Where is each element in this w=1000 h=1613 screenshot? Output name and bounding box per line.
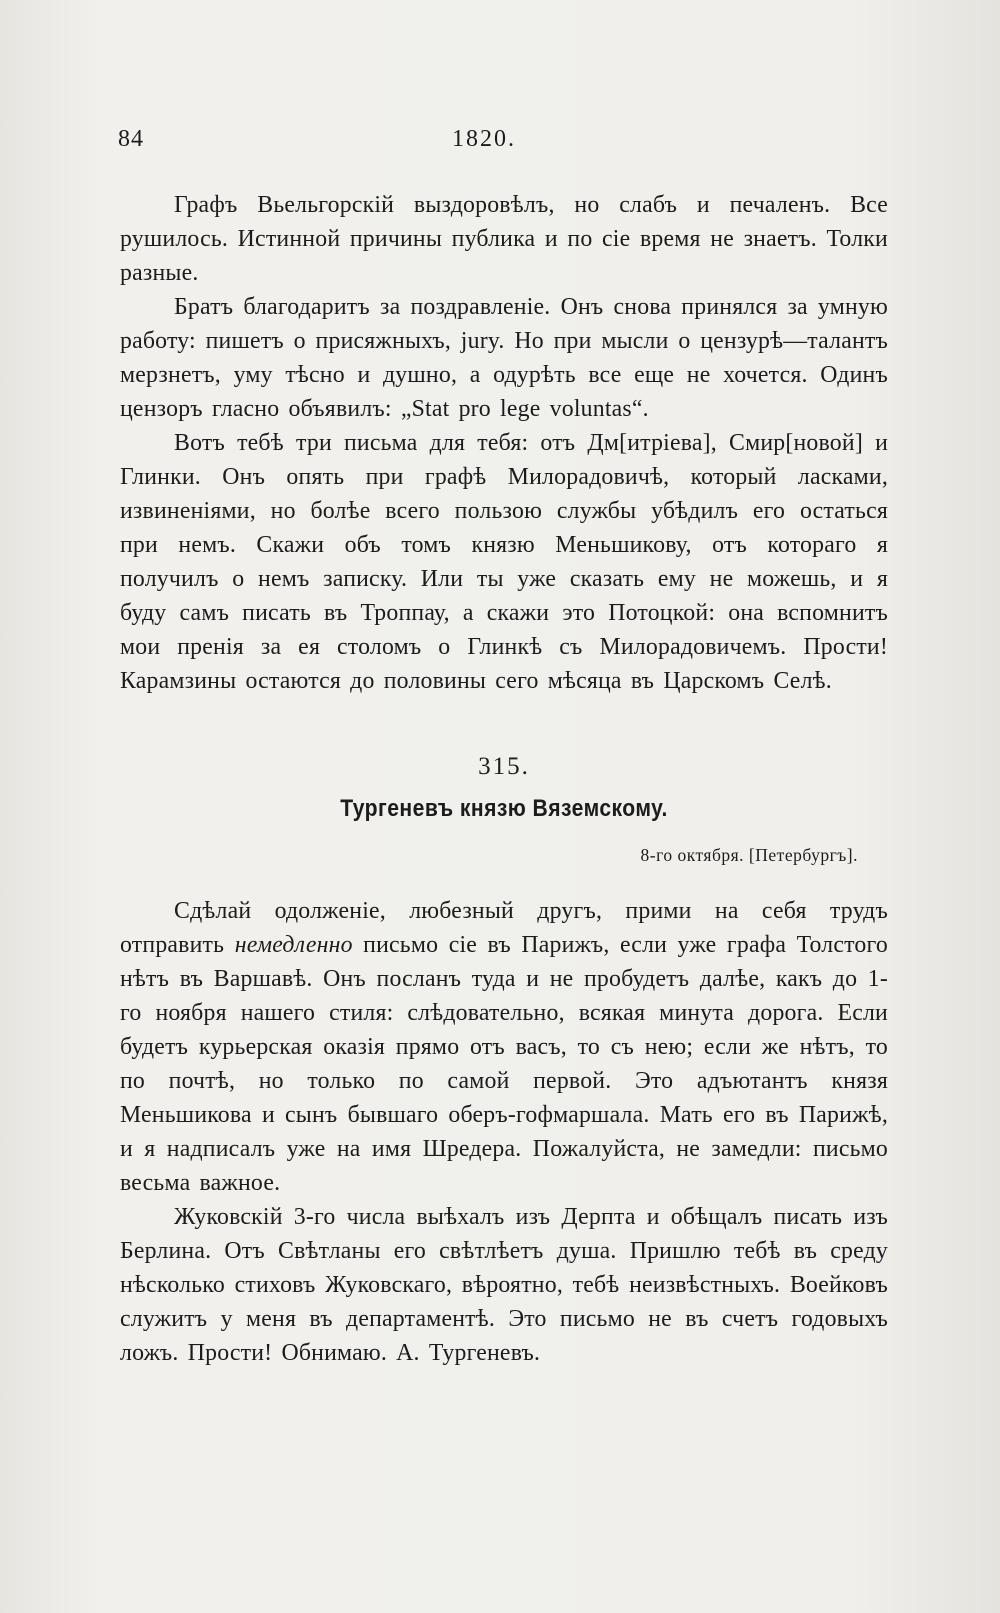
letter-number: 315. [478,753,530,780]
letter-body [120,894,888,1370]
running-head-year: 1820. [452,126,516,152]
page-header [118,126,850,166]
text-run: письмо сіе въ Парижъ, если уже графа Толстого нѣтъ въ Варшавѣ. Онъ посланъ туда и не пробудетъ далѣе, какъ до 1-го ноября нашего стиля: слѣдовательно, всякая минута дорога. Если будетъ курьерская оказія прямо отъ васъ, то съ нею; если же нѣтъ, то по почтѣ, но только по самой первой. Это адъютантъ князя Меньшикова и сынъ бывшаго оберъ-гофмаршала. Мать его въ Парижѣ, и я надписалъ уже на имя Шредера. Пожалуйста, не замедли: письмо весьма важное. [120,932,888,1196]
paragraph: Графъ Вьельгорскій выздоровѣлъ, но слабъ и печаленъ. Все рушилось. Истинной причины публика и по сіе время не знаетъ. Толки разные. [120,192,888,286]
text-column [120,188,888,1370]
emphasis-text: немедленно [234,932,353,958]
paragraph: Жуковскій 3-го числа выѣхалъ изъ Дерпта и обѣщалъ писать изъ Берлина. Отъ Свѣтланы его свѣтлѣетъ душа. Пришлю тебѣ въ среду нѣсколько стиховъ Жуковскаго, вѣроятно, тебѣ неизвѣстныхъ. Воейковъ служитъ у меня въ департаментѣ. Это письмо не въ счетъ годовыхъ ложъ. Прости! Обнимаю. А. Тургеневъ. [120,1204,888,1366]
paragraph: Братъ благодаритъ за поздравленіе. Онъ снова принялся за умную работу: пишетъ о присяжныхъ, jury. Но при мысли о цензурѣ—талантъ мерзнетъ, уму тѣсно и душно, а одурѣть все еще не хочется. Одинъ цензоръ гласно объявилъ: „Stat pro lege voluntas“. [120,294,888,422]
letter-title: Тургеневъ князю Вяземскому. [340,795,668,822]
paragraph: Вотъ тебѣ три письма для тебя: отъ Дм[итріева], Смир[новой] и Глинки. Онъ опять при графѣ Милорадовичѣ, который ласками, извиненіями, но болѣе всего пользою службы убѣдилъ его остаться при немъ. Скажи объ томъ князю Меньшикову, отъ котораго я получилъ о немъ записку. Или ты уже сказать ему не можешь, и я буду самъ писать въ Троппау, а скажи это Потоцкой: она вспомнитъ мои пренія за ея столомъ о Глинкѣ съ Милорадовичемъ. Прости! Карамзины остаются до половины сего мѣсяца въ Царскомъ Селѣ. [120,430,888,694]
paragraph [120,894,888,1200]
letter-dateline: 8-го октября. [Петербургъ]. [640,845,858,865]
page-number: 84 [118,126,144,152]
text-run: Сдѣлай одолженіе, любезный другъ, прими на себя трудъ отправить [120,898,888,958]
